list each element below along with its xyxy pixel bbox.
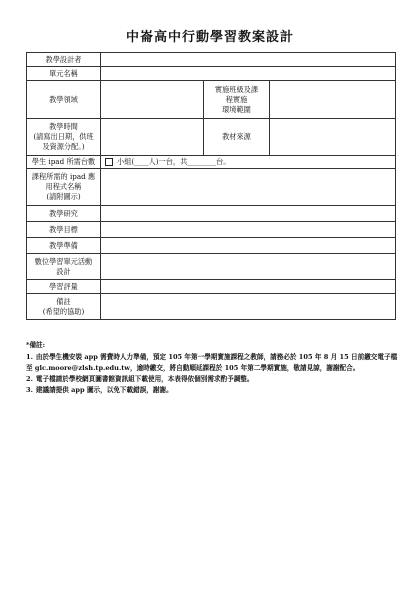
row-research <box>27 206 396 222</box>
group-checkbox[interactable] <box>105 158 113 166</box>
row-unit <box>27 67 396 81</box>
app-label-line1: 課程所需的 ipad 應 <box>31 172 96 181</box>
app-value[interactable] <box>101 169 396 206</box>
lesson-plan-form <box>26 52 396 320</box>
note-text: 建議請提供 app 圖示，以免下載錯誤，謝謝。 <box>35 386 173 394</box>
goal-value[interactable] <box>101 222 396 238</box>
row-time <box>27 119 396 156</box>
designer-label: 教學設計者 <box>27 53 101 67</box>
designer-value[interactable] <box>101 53 396 67</box>
row-remark <box>27 294 396 320</box>
note-item-3 <box>26 385 398 396</box>
time-label-line2: (請寫出日期，供班 <box>33 132 94 141</box>
class-label-line2: 程實施 <box>225 94 248 104</box>
eval-value[interactable] <box>101 280 396 294</box>
eval-label: 學習評量 <box>27 280 101 294</box>
ipad-label: 學生 ipad 所需台數 <box>27 156 101 169</box>
app-label <box>27 169 101 206</box>
notes-heading: *備註: <box>26 341 46 349</box>
remark-value[interactable] <box>101 294 396 320</box>
remark-label-line1: 備註 <box>56 296 71 306</box>
time-label-line3: 及資源分配。) <box>42 142 85 151</box>
note-number: 3. <box>26 386 33 394</box>
row-app <box>27 169 396 206</box>
source-label: 教材來源 <box>204 119 270 156</box>
row-ipad <box>27 156 396 169</box>
activity-label-line2: 設計 <box>56 266 71 276</box>
goal-label: 教學目標 <box>27 222 101 238</box>
activity-value[interactable] <box>101 254 396 280</box>
unit-label: 單元名稱 <box>27 67 101 81</box>
source-value[interactable] <box>270 119 396 156</box>
research-label: 教學研究 <box>27 206 101 222</box>
ipad-value <box>101 156 396 169</box>
class-label-line3: 環境範圍 <box>222 104 251 114</box>
time-value[interactable] <box>101 119 204 156</box>
activity-label <box>27 254 101 280</box>
row-prep <box>27 238 396 254</box>
page-title: 中崙高中行動學習教案設計 <box>125 30 294 45</box>
prep-label: 教學準備 <box>27 238 101 254</box>
note-number: 1. <box>26 353 33 361</box>
note-item-2 <box>26 374 398 385</box>
time-label <box>27 119 101 156</box>
class-value[interactable] <box>270 81 396 119</box>
unit-value[interactable] <box>101 67 396 81</box>
notes-section <box>26 340 398 396</box>
note-text: 由於學生機安裝 app 需費時人力準備，預定 105 年第一學期實施課程之教師，請務必於 105 年 8 月 15 日前繳交電子檔至 glc.moore@zlsh.tp.edu.tw，逾時繳交，將自動順延課程於 105 年第二學期實施，敬請見諒，謝謝配合。 <box>26 353 398 372</box>
field-label: 教學領域 <box>27 81 101 119</box>
research-value[interactable] <box>101 206 396 222</box>
row-field <box>27 81 396 119</box>
row-activity <box>27 254 396 280</box>
note-text: 電子檔請於學校網頁圖書館資訊組下載使用，本表得依個別需求酌予調整。 <box>35 375 254 383</box>
class-label-line1: 實施班級及課 <box>214 84 259 94</box>
note-number: 2. <box>26 375 33 383</box>
remark-label <box>27 294 101 320</box>
row-goal <box>27 222 396 238</box>
row-eval <box>27 280 396 294</box>
remark-label-line2: (希望的協助) <box>42 306 85 316</box>
time-label-line1: 教學時間 <box>49 122 78 131</box>
activity-label-line1: 數位學習單元活動 <box>34 256 93 266</box>
app-label-line2: 用程式名稱 <box>45 182 82 191</box>
row-designer <box>27 53 396 67</box>
prep-value[interactable] <box>101 238 396 254</box>
app-label-line3: (請附圖示) <box>46 192 81 201</box>
note-item-1 <box>26 352 398 374</box>
field-value[interactable] <box>101 81 204 119</box>
class-label <box>204 81 270 119</box>
ipad-text: 小組(____人)一台，共________台。 <box>117 157 231 166</box>
